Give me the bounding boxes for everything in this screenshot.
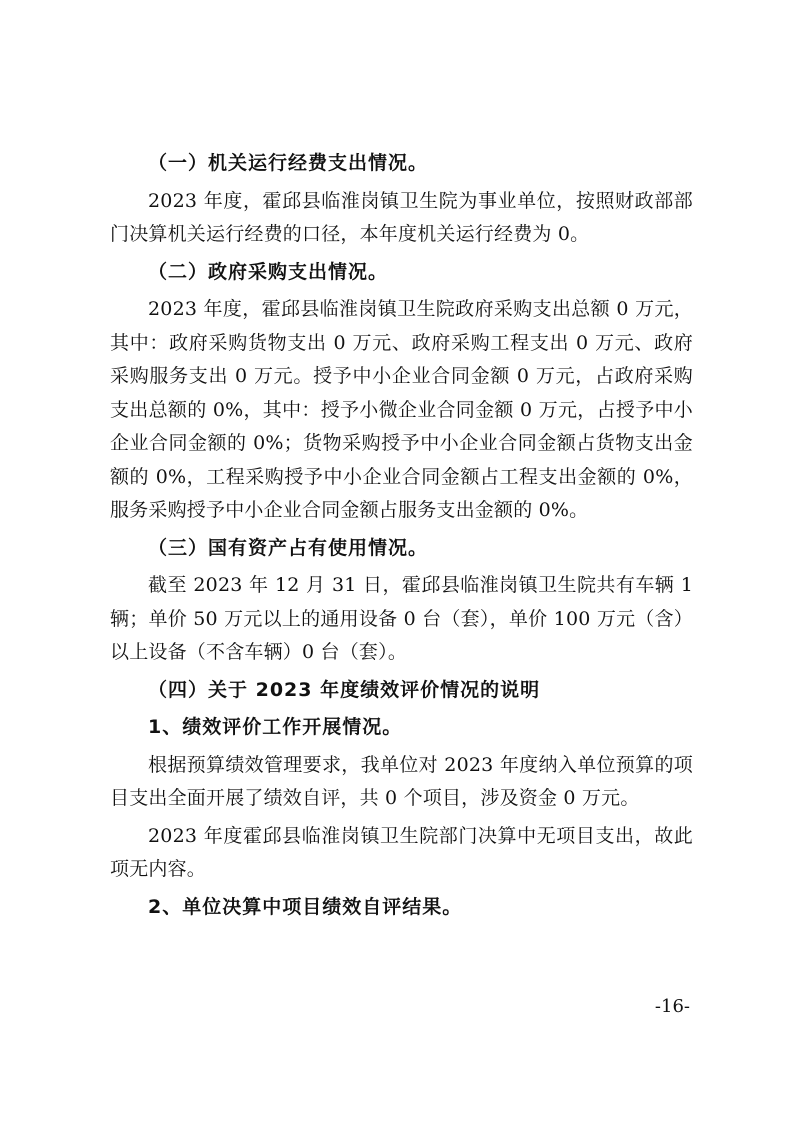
paragraph-procurement: 2023 年度，霍邱县临淮岗镇卫生院政府采购支出总额 0 万元，其中：政府采购货物支出 0 万元、政府采购工程支出 0 万元、政府采购服务支出 0 万元。授予中小企业合同金额 0 万元，占政府采购支出总额的 0%，其中：授予小微企业合同金额 0 万元，占授予中小企业合同金额的 0%；货物采购授予中小企业合同金额占货物支出金额的 0%，工程采购授予中小企业合同金额占工程支出金额的 0%，服务采购授予中小企业合同金额占服务支出金额的 0%。 bbox=[110, 298, 693, 521]
paragraph-operating-expenses: 2023 年度，霍邱县临淮岗镇卫生院为事业单位，按照财政部部门决算机关运行经费的口径，本年度机关运行经费为 0。 bbox=[110, 189, 693, 245]
section-heading-operating-expenses: （一）机关运行经费支出情况。 bbox=[148, 152, 429, 174]
section-heading-procurement: （二）政府采购支出情况。 bbox=[148, 260, 389, 283]
page-number: -16- bbox=[654, 996, 690, 1017]
paragraph-no-project-expenditure: 2023 年度霍邱县临淮岗镇卫生院部门决算中无项目支出，故此项无内容。 bbox=[110, 824, 693, 880]
page-content bbox=[110, 147, 693, 924]
paragraph-state-assets: 截至 2023 年 12 月 31 日，霍邱县临淮岗镇卫生院共有车辆 1 辆；单价 50 万元以上的通用设备 0 台（套），单价 100 万元（含）以上设备（不含车辆）0 台（套）。 bbox=[110, 574, 693, 663]
subsection-heading-self-evaluation-results: 2、单位决算中项目绩效自评结果。 bbox=[148, 895, 463, 918]
section-heading-state-assets: （三）国有资产占有使用情况。 bbox=[148, 536, 429, 559]
section-heading-performance-evaluation: （四）关于 2023 年度绩效评价情况的说明 bbox=[148, 678, 541, 701]
paragraph-evaluation-work: 根据预算绩效管理要求，我单位对 2023 年度纳入单位预算的项目支出全面开展了绩效自评，共 0 个项目，涉及资金 0 万元。 bbox=[110, 753, 693, 809]
subsection-heading-evaluation-work: 1、绩效评价工作开展情况。 bbox=[148, 716, 403, 738]
